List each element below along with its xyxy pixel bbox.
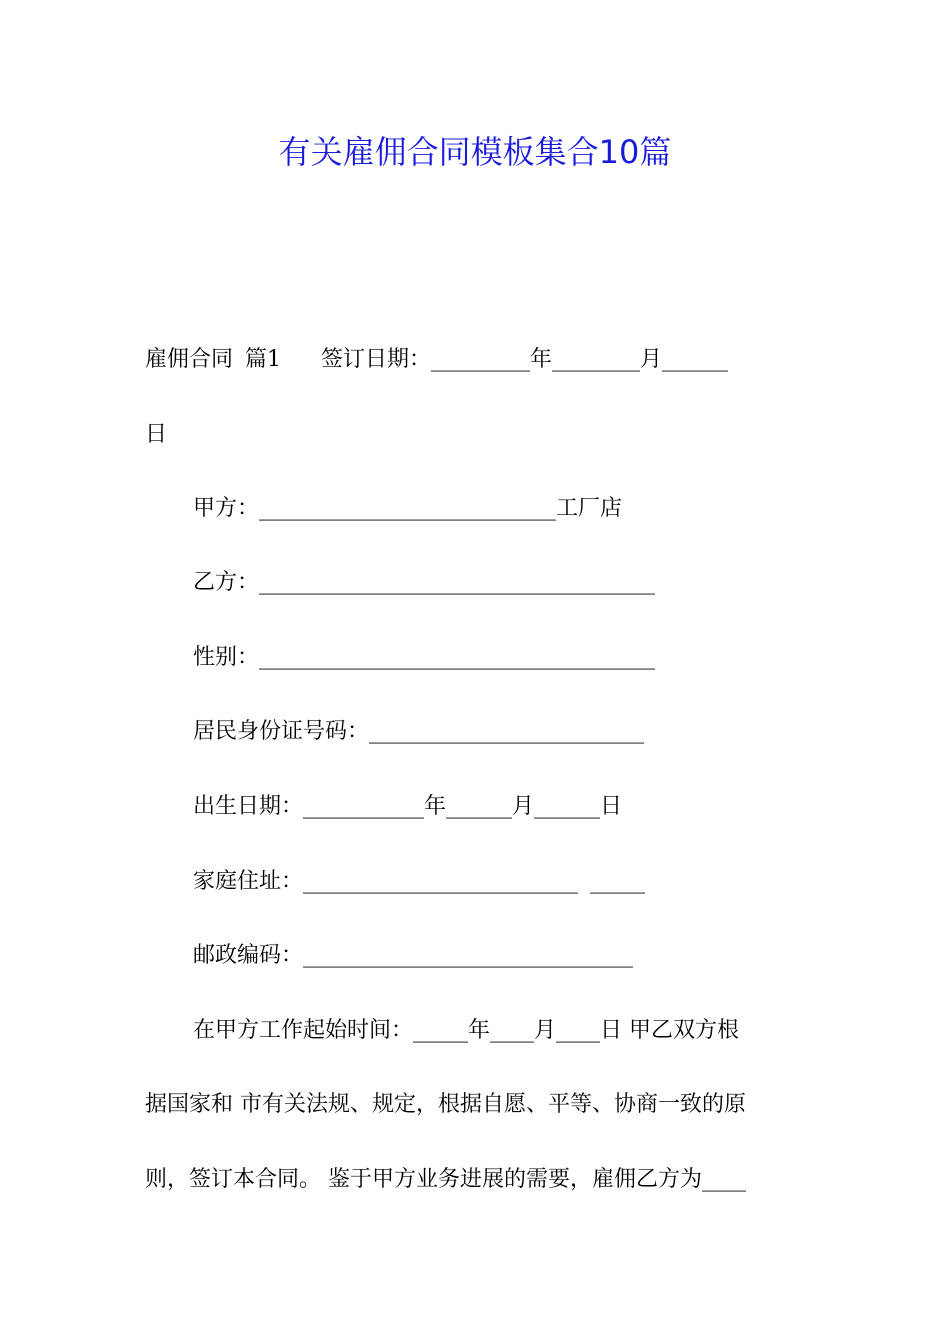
body-paragraph-line-3: 则，签订本合同。 鉴于甲方业务进展的需要，雇佣乙方为____ (145, 1167, 746, 1192)
party-a-field: 甲方：___________________________工厂店 (193, 496, 623, 521)
birth-date-field: 出生日期：___________年______月______日 (193, 794, 623, 819)
body-paragraph-line-2: 据国家和 市有关法规、规定，根据自愿、平等、协商一致的原 (145, 1092, 746, 1117)
document-title: 有关雇佣合同模板集合10篇 (278, 133, 672, 171)
contract-heading-line (145, 345, 810, 375)
party-b-field: 乙方：____________________________________ (193, 570, 656, 595)
body-paragraph-line-1: 在甲方工作起始时间：_____年____月____日 甲乙双方根 (193, 1018, 739, 1043)
home-address-line (193, 867, 810, 897)
postal-code-field: 邮政编码：______________________________ (193, 943, 634, 968)
home-address-extra-blank: _____ (590, 869, 646, 894)
signing-date-day: 日 (145, 422, 168, 447)
id-number-field: 居民身份证号码：_________________________ (193, 719, 645, 744)
contract-number: 篇1 (245, 347, 282, 372)
signing-date-field: 签订日期：_________年________月______ (321, 347, 729, 372)
contract-name: 雇佣合同 (145, 347, 234, 372)
home-address-field: 家庭住址：_________________________ (193, 869, 579, 894)
gender-field: 性别：____________________________________ (193, 645, 656, 670)
